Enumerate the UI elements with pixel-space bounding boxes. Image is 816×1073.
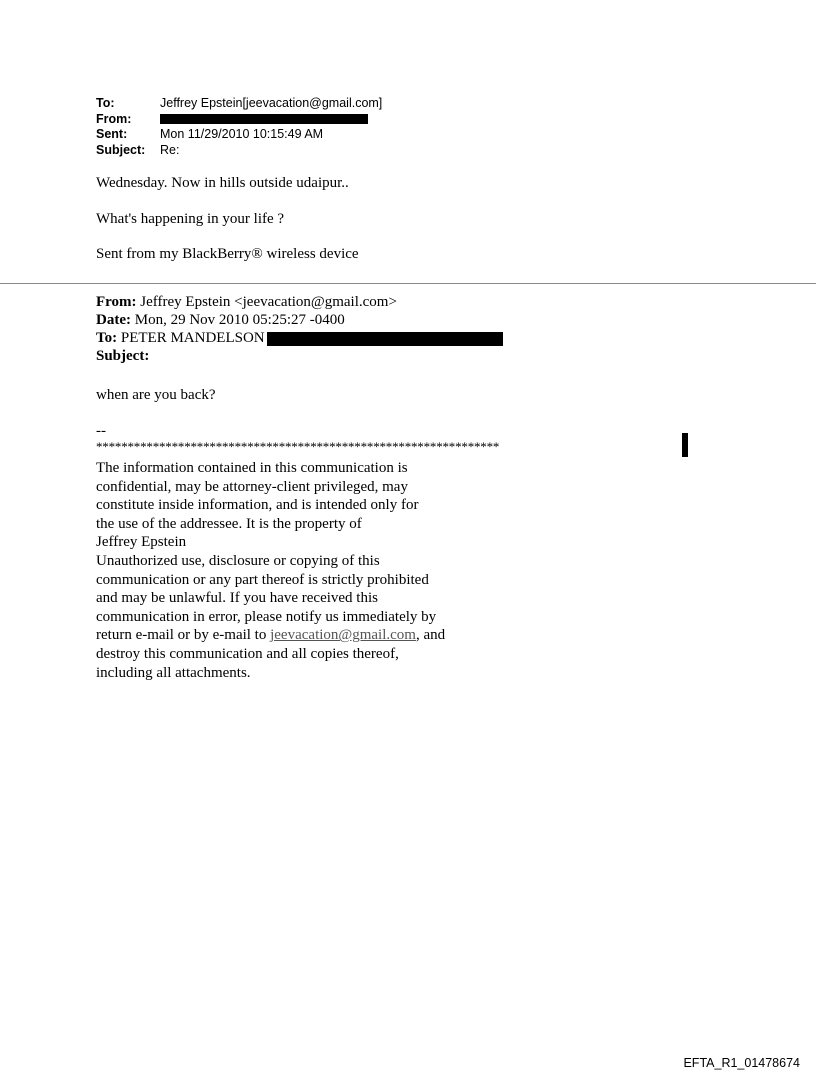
quoted-to-label: To: xyxy=(96,330,118,346)
disclaimer-line: communication in error, please notify us immediately by xyxy=(96,608,437,625)
to-value: Jeffrey Epstein[jeevacation@gmail.com] xyxy=(160,96,383,110)
body-line-1: Wednesday. Now in hills outside udaipur.. xyxy=(96,175,349,191)
body-line-2: What's happening in your life ? xyxy=(96,211,285,227)
email-header xyxy=(96,96,382,158)
header-subject-row xyxy=(96,143,382,159)
disclaimer-line: including all attachments. xyxy=(96,664,251,681)
redaction-bar xyxy=(160,114,368,124)
subject-label: Subject: xyxy=(96,142,146,157)
to-label: To: xyxy=(96,96,115,110)
disclaimer-text: , and xyxy=(415,627,446,644)
disclaimer-text: return e-mail or by e-mail to xyxy=(96,627,271,644)
quoted-date-value: Mon, 29 Nov 2010 05:25:27 -0400 xyxy=(134,312,345,328)
disclaimer-line: communication or any part thereof is strictly prohibited xyxy=(96,571,429,588)
document-id: EFTA_R1_01478674 xyxy=(683,1056,800,1070)
quoted-to-row xyxy=(96,329,503,347)
quoted-from-row xyxy=(96,293,503,311)
disclaimer-line: constitute inside information, and is intended only for xyxy=(96,497,419,514)
quoted-header xyxy=(96,293,503,365)
quoted-from-label: From: xyxy=(96,294,137,310)
disclaimer-line: The information contained in this communication is xyxy=(96,460,408,476)
disclaimer-line: confidential, may be attorney-client privileged, may xyxy=(96,478,408,495)
sent-value: Mon 11/29/2010 10:15:49 AM xyxy=(160,127,324,141)
margin-marker xyxy=(682,433,688,457)
header-sent-row xyxy=(96,127,382,143)
quoted-subject-row xyxy=(96,347,503,365)
signature-dash: -- xyxy=(96,423,106,439)
signature-stars: **************************************************************** xyxy=(96,439,500,454)
disclaimer xyxy=(96,459,445,682)
disclaimer-line: destroy this communication and all copies thereof, xyxy=(96,645,399,662)
quoted-from-value: Jeffrey Epstein <jeevacation@gmail.com> xyxy=(140,294,397,310)
email-link[interactable]: jeevacation@gmail.com xyxy=(270,627,416,644)
quoted-date-row xyxy=(96,311,503,329)
disclaimer-line xyxy=(96,626,445,645)
header-to-row xyxy=(96,96,382,112)
subject-value: Re: xyxy=(160,142,180,157)
quoted-subject-label: Subject: xyxy=(96,348,150,364)
disclaimer-line: the use of the addressee. It is the property of xyxy=(96,515,362,532)
quoted-message: when are you back? xyxy=(96,387,216,403)
disclaimer-line: Unauthorized use, disclosure or copying of this xyxy=(96,552,380,569)
separator-rule xyxy=(0,283,816,284)
quoted-to-value: PETER MANDELSON xyxy=(120,330,265,346)
header-from-row xyxy=(96,112,382,128)
disclaimer-line: and may be unlawful. If you have received this xyxy=(96,590,378,607)
body-signature: Sent from my BlackBerry® wireless device xyxy=(96,246,359,262)
from-label: From: xyxy=(96,111,132,126)
quoted-date-label: Date: xyxy=(96,312,131,328)
disclaimer-line: Jeffrey Epstein xyxy=(96,534,187,551)
redaction-bar xyxy=(267,332,503,346)
sent-label: Sent: xyxy=(96,127,128,141)
